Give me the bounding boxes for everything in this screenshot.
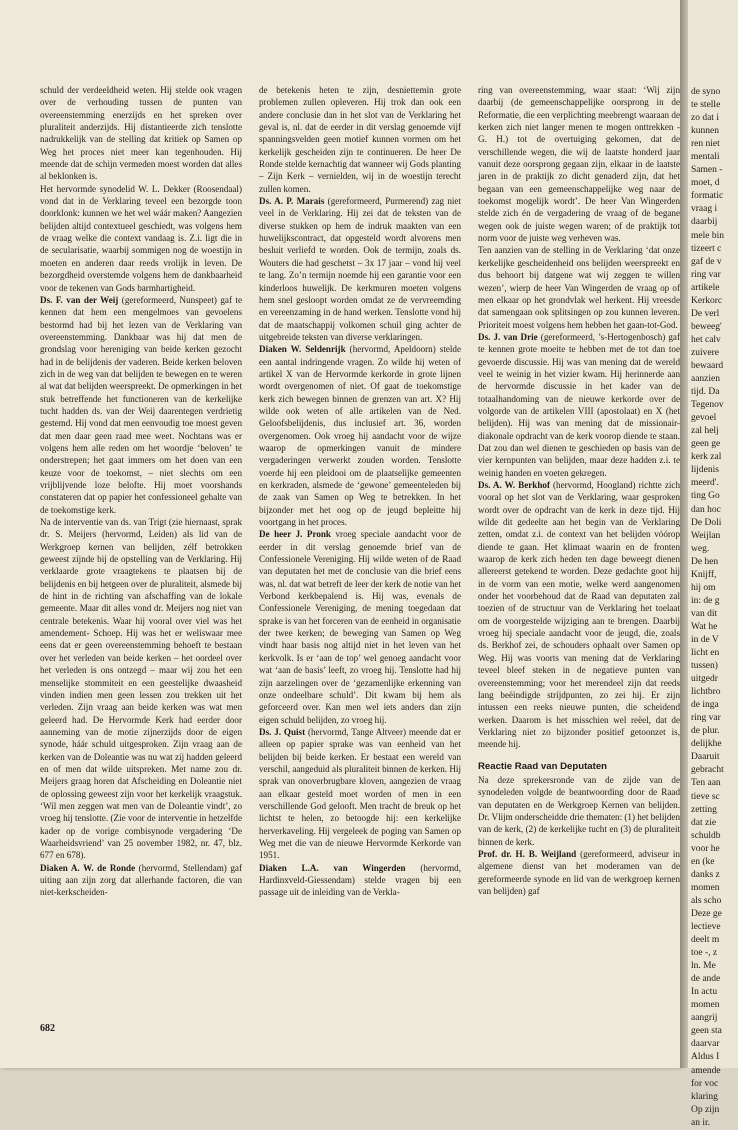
speaker-name: Ds. A. W. Berkhof (478, 480, 550, 490)
speaker-name: Diaken L.A. van Wingerden (259, 862, 406, 873)
speaker-name: Ds. J. Quist (259, 726, 306, 737)
speaker-name: Ds. F. van der Weij (40, 294, 119, 305)
paragraph-text: (gereformeerd, ’s-Hertogenbosch) gaf te kennen grote moeite te hebben met de tot dan toe gevoerde discussie. Hij was van mening dat de wereld veel te weinig in het vizier kwam. Hij herinnerde aan de hervormde discussie in het kader van de totaalhandoming van de nieuwe kerkorde over de volgorde van de artikelen VIII (apostolaat) en X (het belijden). Hij was van mening dat de missionair-diakonale opdracht van de kerk voorop diende te staan. Dat zou dan wel dienen te geschieden op basis van de vier kernpunten van belijden, maar deze hadden z.i. te weinig handen en voeten gekregen. (478, 331, 680, 478)
paragraph (259, 862, 461, 899)
paragraph-text: (gereformeerd, Nunspeet) gaf te kennen dat hem een mengelmoes van gevoelens bestormd had bij het lezen van de Verklaring van overeenstemming. Dankbaar was hij dat men de grondslag voor hereniging van beide kerken gezocht had in de belijdenis der vaderen. Beide kerken beloven zich in de weg van dat belijden te bewegen en te weren al wat dat belijden weerspreekt. De opmerkingen in het stuk betreffende het functioneren van de kerkelijke tucht hadden ds. van der Weij daarentegen verdrietig gestemd. Hij vond dat men eenvoudig toe moest geven dat men daar geen raad mee weet. Nochtans was er volgens hem alle reden om het woordje ‘beloven’ te onderstrepen; het gaat immers om het doen van een keuze voor de toekomst, – niet slechts om een vrijblijvende loze belofte. Hij moet voorshands constateren dat op papier het confessioneel gehalte van de toekomstige kerk. (40, 294, 242, 515)
paragraph-text: (gereformeerd, Purmerend) zag niet veel in de Verklaring. Hij zei dat de teksten van de diverse stukken op hem de indruk maakten van een huwelijkscontract, dat opgesteld wordt alvorens men besluit verliefd te worden. Ook de termijn, zoals ds. Wouters die had geschetst – 3x 17 jaar – vond hij veel te lang. Zo’n termijn noemde hij een garantie voor een kinderloos huwelijk. De kerkmuren moeten volgens hem snel gesloopt worden omdat ze de vervreemding en vereenzaming in de hand werken. Tenslotte vond hij dat de maatschappij volkomen schuil ging achter de uitgebreide teksten van diverse verklaringen. (259, 196, 461, 342)
paragraph (478, 331, 680, 479)
text-column-1 (40, 84, 242, 899)
paragraph (259, 528, 461, 726)
paragraph-text: (hervormd, Apeldoorn) stelde een aantal indringende vragen. Zo wilde hij weten of artikel X van de Hervormde kerkorde in grote lijnen wordt overgenomen of niet. Of gaat de toekomstige kerk zich bewegen binnen de grenzen van art. X? Hij wilde ook weten of alle artikelen van de Ned. Geloofsbelijdenis, dus inclusief art. 36, worden overgenomen. Ook vroeg hij aandacht voor de wijze waarop de opmerkingen vanuit de mindere vergaderingen verwerkt zouden worden. Tenslotte voerde hij een pleidooi om de plaatselijke gemeenten en kerkraden, alsmede de ‘gewone’ gemeenteleden bij de zaak van Samen op Weg te betrekken. In het bijzonder met het oog op de jeugd bepleitte hij voortgang in het proces. (259, 344, 461, 528)
paragraph (259, 726, 461, 862)
paragraph (478, 848, 680, 897)
text-column-3 (478, 84, 680, 897)
paragraph-text: Ten aanzien van de stelling in de Verklaring ‘dat onze kerkelijke gescheidenheid ons belijden weerspreekt en dus behoort bij datgene wat wij zeggen te willen wezen’, wierp de heer Van Wingerden de vraag op of men elkaar op het grondvlak wel herkent. Hij vreesde dat samengaan ook splitsingen op zou kunnen leveren. Prioriteit moest volgens hem hebben het gaan-tot-God. (478, 245, 680, 330)
paragraph-text: (hervormd, Stellendam) gaf uiting aan zijn zorg dat allerhande factoren, die van niet-kerkscheiden- (40, 862, 243, 898)
paragraph (40, 294, 242, 516)
paragraph-text: Na deze sprekersronde van de zijde van de synodeleden volgde de beantwoording door de Raad van deputaten en de Werkgroep Kernen van belijden. Dr. Vlijm onderscheidde drie thematen: (1) het belijden van de kerk, (2) de kerkelijke tucht en (3) de pluraliteit binnen de kerk. (478, 774, 680, 847)
paragraph-text: (hervormd, Tange Altveer) meende dat er alleen op papier sprake was van eenheid van het belijden bij beide kerken. Er bestaat een wereld van verschil, aangeduid als pluraliteit binnen de kerken. Hij sprak van onoverbrugbare kloven, aangezien de vraag aan elkaar gesteld moet worden of men in een verschillende God gelooft. Men tracht de breuk op het lichtst te helen, zo betoogde hij: een kerkelijke herverkaveling. Hij vergeleek de poging van Samen op Weg met die van de nieuwe Hervormde Kerkorde van 1951. (259, 726, 461, 861)
paragraph (478, 774, 680, 848)
paragraph (259, 195, 461, 343)
paragraph-text: ring van overeenstemming, waar staat: ‘Wij zijn daarbij (de gemeenschappelijke oorsprong in de Reformatie, die een verplichting meebrengt waaraan de kerken zich niet langer menen te mogen onttrekken - G. H.) tot de overtuiging gekomen, dat de verschillende wegen, die wij de laatste honderd jaar vanuit deze oorsprong gegaan zijn, elkaar in de laatste jaren in de praktijk zo dicht genaderd zijn, dat het begaan van een gemeenschappelijke weg naar de toekomst mogelijk wordt’. De heer Van Wingerden stelde zich én de vergadering de vraag of de begane wegen ook de juiste wegen waren; of de praktijk tot norm voor de juiste weg verheven was. (478, 85, 680, 244)
paragraph-text: vroeg speciale aandacht voor de eerder in dit verslag genoemde brief van de Confessionele Vereniging. Hij wilde weten of de Raad van deputaten het met de conclusie van die brief eens was, nl. dat wat betreft de leer der kerk de notie van het Verbond kerkbepalend is. Hij was, evenals de Confessionele Vereniging, de mening toegedaan dat sprake is van het forceren van de eenheid in organisatie der twee kerken; de beweging van Samen op Weg vindt haar basis nog altijd niet in het leven van het kerkvolk. Is er ‘aan de top’ wel genoeg aandacht voor wat ‘aan de basis’ leeft, zo vroeg hij. Tenslotte had hij zijn aarzelingen over de ‘gezamenlijke erkenning van onze ondeelbare schuld’. Dit kwam bij hem als geforceerd over. Kan men wel iets anders dan zijn eigen schuld belijden, zo vroeg hij. (259, 529, 462, 725)
paragraph (40, 516, 242, 862)
paragraph (259, 84, 461, 195)
paragraph (40, 862, 242, 899)
paragraph-text: (hervormd, Hardinxveld-Giessendam) stelde vragen bij een passage uit de inleiding van de Verkla- (259, 862, 461, 898)
speaker-name: Prof. dr. H. B. Weijland (478, 848, 577, 859)
paragraph (40, 84, 242, 183)
paragraph (259, 343, 461, 528)
next-page-edge (688, 0, 738, 1128)
paragraph (478, 244, 680, 330)
speaker-name: Diaken W. Seldenrijk (259, 344, 346, 355)
section-heading: Reactie Raad van Deputaten (478, 760, 608, 772)
paragraph (478, 479, 680, 751)
book-gutter (680, 0, 688, 1068)
paragraph-text: (gereformeerd, adviseur in algemene dienst van het moderamen van de gereformeerde synode en lid van de werkgroep kernen van belijden) gaf (478, 848, 681, 896)
paragraph (40, 183, 242, 294)
paragraph-text: (hervormd, Hoogland) richtte zich vooral op het slot van de Verklaring, waar gesproken wordt over de opdracht van de kerk in deze tijd. Hij wilde dit gedeelte aan het begin van de Verklaring zetten, omdat z.i. de context van het belijden vóórop diende te gaan. Het klimaat waarin en de fronten waarop de kerk zich heden ten dage beweegt dienen allereerst getekend te worden. Deze gedachte goot hij in de vorm van een motie, welke werd aangenomen onder het voorbehoud dat de Raad van deputaten zal toezien of de structuur van de Verklaring het toelaat om de voorgestelde wijziging aan te brengen. Daarbij vroeg hij speciale aandacht voor de jeugd, die, zoals ds. Berkhof zei, de schouders ophaalt over Samen op Weg. Hij was voorts van mening dat de Verklaring teveel bleef steken in de negatieve punten van overeenstemming; voor het merendeel zijn dat reeds lang beëindigde strijdpunten, zo zei hij. Er zijn intussen een reeks nieuwe punten, die scheidend werken. Daarom is het misschien wel reëel, dat de Verklaring niet zo bijzonder positief getoonzet is, meende hij. (478, 480, 680, 750)
paragraph-text: Na de interventie van ds. van Trigt (zie hiernaast, sprak dr. S. Meijers (hervormd, Leiden) als lid van de Werkgroep kernen van belijden, zélf betrokken geweest zijnde bij de opstelling van de Verklaring. Hij verklaarde grote vraagtekens te plaatsen bij de belijdenis en bij hetgeen over de pluraliteit, alsmede bij de hint in de richting van afschaffing van de lokale gemeente. Maar dit alles vond dr. Meijers nog niet van centrale betekenis. Waar hij vooral over viel was het amendement- Schoep. Hij was het er weliswaar mee eens dat er geen overeenstemming behoeft te bestaan over het verleden van beide kerken – het oordeel over het verleden is ons ontzegd – maar wij zou het een menselijke stommiteit en een geestelijke dwaasheid vinden indien men geen lessen zou trekken uit het verleden. Zijn vraag aan beide kerken was wat men geleerd had. De Hervormde Kerk had eerder door aanneming van de motie zijnerzijds door de eigen synode, háár schuld uitgesproken. Zijn vraag aan de kerken van de Doleantie was nu wat zíj hadden geleerd en of men dat wilde uitspreken. Met name zou dr. Meijers graag horen dat Afscheiding en Doleantie niet de oplossing geweest zijn voor het kerkelijk vraagstuk. ‘Wil men zeggen wat men van de Doleantie vindt’, zo vroeg hij tenslotte. (Zie voor de interventie in hetzelfde kader op de vorige combisynode vergadering ‘De Waarheidsvriend’ van 25 november 1982, nr. 47, blz. 677 en 678). (40, 517, 242, 861)
paragraph-text: schuld der verdeeldheid weten. Hij stelde ook vragen over de verhouding tussen de punten van overeenstemming enerzijds en het spreken over pluraliteit anderzijds. Hij distantieerde zich tenslotte nadrukkelijk van de stelling dat kritiek op Samen op Weg het proces niet meer kan tegenhouden. Hij meende dat de schijn vermeden moest worden dat alles al beklonken is. (40, 85, 242, 182)
paragraph (478, 84, 680, 244)
speaker-name: Diaken A. W. de Ronde (40, 862, 136, 873)
paragraph-text: Het hervormde synodelid W. L. Dekker (Roosendaal) vond dat in de Verklaring teveel een bezorgde toon doorklonk: kunnen we het wel wáár maken? Aangezien belijden altijd contextueel geschiedt, was volgens hem de vraag welke die context vandaag is. Z.i. ligt die in de secularisatie, waarbij sommigen nog de woestijn in moeten en anderen daar reeds vrolijk in leven. De bezorgdheid overstemde volgens hem de dankbaarheid voor de tekenen van Gods barmhartigheid. (40, 183, 242, 293)
speaker-name: Ds. J. van Drie (478, 331, 538, 342)
next-page-fragment: de syno te stelle zo dat i kunnen ren niet mentali Samen - moet, d formatic vraag i daarbij mele bin tizeert c gaf de v ring var artikele Kerkorc De verl beweeg' het calv zuivere bewaard aanzien tijd. Da Tegenov gevoel zal helj geen ge kerk zal lijdenis meerd'. ting Go dan hoc De Doli Weijlan weg. De hen Knijff, hij om in: de g van dit Wat he in de V licht en tussen) uitgedr lichtbro de inga ring var de plur. delijkhe Daaruit gebracht Ten aan tieve sc zetting dat zie schuldb voor he en (ke danks z momen als scho Deze ge lectieve deelt m toe -, z ln. Me de ande In actu momen aangrij geen sta daarvar Aldus I amende for voc klaring Op zijn an ir. (691, 87, 724, 1128)
speaker-name: Ds. A. P. Marais (259, 196, 325, 207)
page-number: 682 (40, 1023, 55, 1034)
speaker-name: De heer J. Pronk (259, 529, 331, 540)
text-column-2 (259, 84, 461, 899)
paragraph-text: de betekenis heten te zijn, desniettemin grote problemen zullen opleveren. Hij trok dan ook een andere conclusie dan in het slot van de Verklaring het geval is, nl. dat de eerder in dit verslag genoemde vijf spanningsvelden geen motief kunnen vormen om het kerkelijk gescheiden zijn te continueren. De heer De Ronde stelde kernachtig dat wanneer wij Gods planting – Zijn Kerk – vernielden, wij in de woestijn terecht zullen komen. (259, 85, 461, 194)
